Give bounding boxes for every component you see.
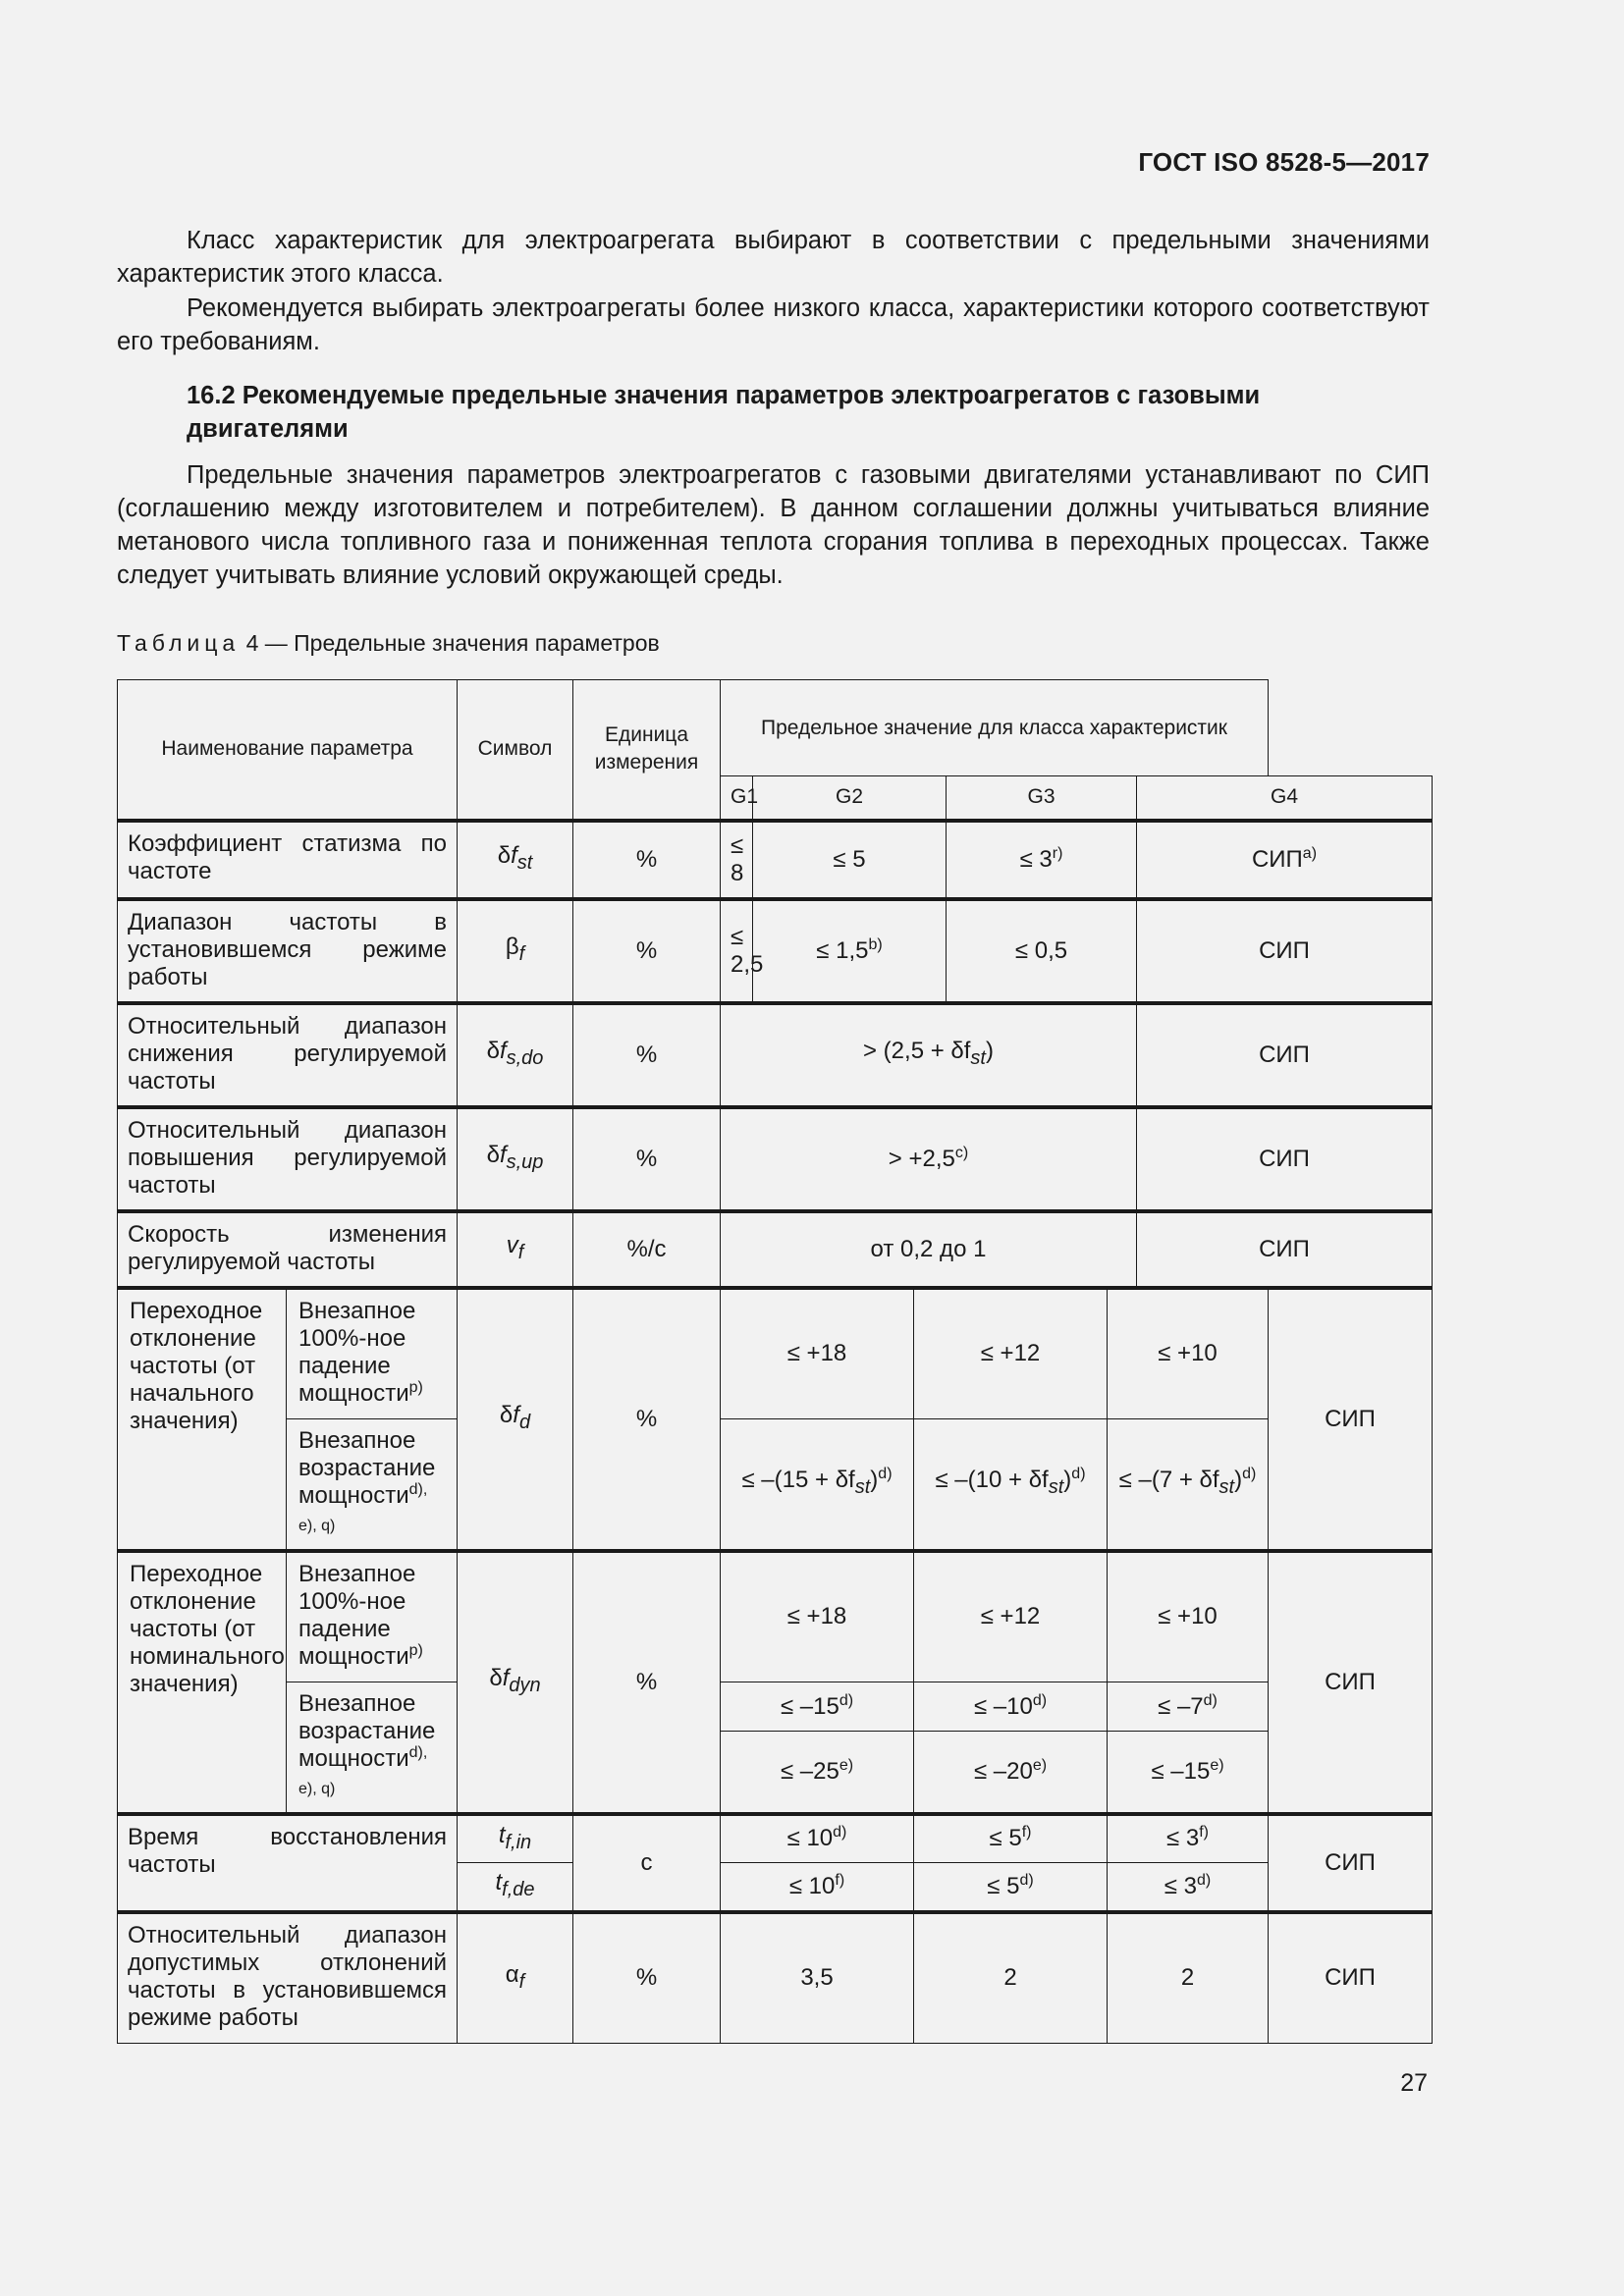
symbol-cell: $\delta f_{dyn}$ — [458, 1551, 573, 1814]
g3-value: ≤ $-7^{d)}$ — [1108, 1682, 1269, 1732]
symbol-cell: $t_{f,in}$ — [458, 1814, 573, 1863]
table-row — [118, 1551, 1433, 1682]
table-caption-text: 4 — Предельные значения параметров — [240, 630, 660, 656]
g1-value: ≤ $10^{d)}$ — [721, 1814, 914, 1863]
g2-value: ≤ 5 — [753, 821, 947, 899]
section-paragraph-1: Предельные значения параметров электроагрегатов с газовыми двигателями устанавливают по СИП (соглашению между изготовителем и потребителем). В данном соглашении должны учитываться влияние метанового числа топливного газа и пониженная теплота сгорания топлива в переходных процессах. Также следует учитывать влияние условий окружающей среды. — [117, 461, 1430, 589]
unit-cell: с — [573, 1814, 721, 1912]
g2-value: ≤ +12 — [914, 1288, 1108, 1419]
param-name: Относительный диапазон допустимых отклонений частоты в установившемся режиме работы — [118, 1912, 458, 2044]
sub-param-name: Внезапное 100%-ное падение мощности$^{p)}$ — [287, 1551, 458, 1682]
unit-cell: % — [573, 1107, 721, 1211]
parameters-table — [117, 679, 1433, 2044]
g4-value: СИП — [1269, 1551, 1433, 1814]
param-name: Диапазон частоты в установившемся режиме работы — [118, 899, 458, 1003]
g2-value: ≤ +12 — [914, 1551, 1108, 1682]
unit-cell: % — [573, 1003, 721, 1107]
symbol-cell: $\delta f_{s,do}$ — [458, 1003, 573, 1107]
g3-value: ≤ +10 — [1108, 1551, 1269, 1682]
g3-value: ≤ $3^{d)}$ — [1108, 1863, 1269, 1912]
table-row — [118, 1912, 1433, 2044]
table-row — [118, 1211, 1433, 1288]
unit-cell: % — [573, 1551, 721, 1814]
g2-value: ≤ $5^{d)}$ — [914, 1863, 1108, 1912]
g3-value: ≤ $-15^{e)}$ — [1108, 1732, 1269, 1814]
param-name: Коэффициент статизма по частоте — [118, 821, 458, 899]
g4-value: СИП — [1137, 899, 1433, 1003]
param-name: Переходное отклонение частоты (от номинального значения) — [118, 1551, 287, 1814]
unit-cell: % — [573, 1912, 721, 2044]
sub-param-name: Внезапное 100%-ное падение мощности$^{p)}$ — [287, 1288, 458, 1419]
g3-value: ≤ 0,5 — [947, 899, 1137, 1003]
g2-value: ≤ $-(10 + \delta f_{st})^{d)}$ — [914, 1419, 1108, 1551]
param-name: Переходное отклонение частоты (от начального значения) — [118, 1288, 287, 1551]
header-g1: G1 — [721, 776, 753, 821]
sub-param-name: Внезапное возрастание мощности$^{d),}$ e), q) — [287, 1419, 458, 1551]
param-name: Относительный диапазон повышения регулируемой частоты — [118, 1107, 458, 1211]
symbol-cell: $\delta f_d$ — [458, 1288, 573, 1551]
g4-value: СИП — [1269, 1814, 1433, 1912]
symbol-cell: $\delta f_{s,up}$ — [458, 1107, 573, 1211]
symbol-cell: $\beta_f$ — [458, 899, 573, 1003]
g4-value: СИП — [1137, 1211, 1433, 1288]
g1-value: ≤ 2,5 — [721, 899, 753, 1003]
header-g3: G3 — [947, 776, 1137, 821]
g4-value: СИП — [1269, 1288, 1433, 1551]
g1-value: ≤ $10^{f)}$ — [721, 1863, 914, 1912]
page-number: 27 — [1400, 2069, 1428, 2097]
table-row — [118, 1288, 1433, 1419]
table-row — [118, 1682, 1433, 1732]
g1-value: ≤ $-15^{d)}$ — [721, 1682, 914, 1732]
table-caption-label: Таблица — [117, 630, 241, 656]
g1-value: ≤ $-25^{e)}$ — [721, 1732, 914, 1814]
g3-value: ≤ $3^{f)}$ — [1108, 1814, 1269, 1863]
g4-value: СИП — [1269, 1912, 1433, 2044]
g2-value: 2 — [914, 1912, 1108, 2044]
header-g2: G2 — [753, 776, 947, 821]
g3-value: 2 — [1108, 1912, 1269, 2044]
unit-cell: % — [573, 1288, 721, 1551]
param-name: Скорость изменения регулируемой частоты — [118, 1211, 458, 1288]
g2-value: ≤ $-10^{d)}$ — [914, 1682, 1108, 1732]
g4-value: СИП — [1137, 1003, 1433, 1107]
header-g4: G4 — [1137, 776, 1433, 821]
symbol-cell: $\delta f_{st}$ — [458, 821, 573, 899]
g123-value: > $+2,5^{c)}$ — [721, 1107, 1137, 1211]
intro-paragraph-2: Рекомендуется выбирать электроагрегаты более низкого класса, характеристики которого соответствуют его требованиям. — [117, 294, 1430, 355]
g2-value: ≤ $5^{f)}$ — [914, 1814, 1108, 1863]
table-row — [118, 1003, 1433, 1107]
g3-value: ≤ $-(7 + \delta f_{st})^{d)}$ — [1108, 1419, 1269, 1551]
g1-value: ≤ $-(15 + \delta f_{st})^{d)}$ — [721, 1419, 914, 1551]
g2-value: ≤ $1,5^{b)}$ — [753, 899, 947, 1003]
sub-param-name: Внезапное возрастание мощности$^{d),}$ e), q) — [287, 1682, 458, 1814]
g4-value: СИП$^{a)}$ — [1137, 821, 1433, 899]
section-heading: 16.2 Рекомендуемые предельные значения параметров электроагрегатов с газовыми двигателями — [187, 382, 1261, 443]
g1-value: ≤ 8 — [721, 821, 753, 899]
header-limit: Предельное значение для класса характеристик — [721, 680, 1269, 776]
header-symbol: Символ — [458, 680, 573, 821]
header-param: Наименование параметра — [118, 680, 458, 821]
g1-value: ≤ +18 — [721, 1288, 914, 1419]
g4-value: СИП — [1137, 1107, 1433, 1211]
param-name: Относительный диапазон снижения регулируемой частоты — [118, 1003, 458, 1107]
table-row — [118, 1814, 1433, 1863]
symbol-cell: $v_f$ — [458, 1211, 573, 1288]
section-text — [117, 458, 1430, 592]
g3-value: ≤ $3^{r)}$ — [947, 821, 1137, 899]
intro-paragraph-1: Класс характеристик для электроагрегата выбирают в соответствии с предельными значениями характеристик этого класса. — [117, 227, 1430, 288]
g123-value: от 0,2 до 1 — [721, 1211, 1137, 1288]
table-row — [118, 1419, 1433, 1551]
g1-value: 3,5 — [721, 1912, 914, 2044]
intro-text — [117, 224, 1430, 358]
unit-cell: % — [573, 821, 721, 899]
symbol-cell: $\alpha_f$ — [458, 1912, 573, 2044]
unit-cell: % — [573, 899, 721, 1003]
g2-value: ≤ $-20^{e)}$ — [914, 1732, 1108, 1814]
symbol-cell: $t_{f,de}$ — [458, 1863, 573, 1912]
g123-value: > $(2,5 + \delta f_{st})$ — [721, 1003, 1137, 1107]
table-row — [118, 899, 1433, 1003]
document-id: ГОСТ ISO 8528-5—2017 — [1138, 147, 1430, 177]
table-row — [118, 1107, 1433, 1211]
g1-value: ≤ +18 — [721, 1551, 914, 1682]
unit-cell: %/с — [573, 1211, 721, 1288]
header-unit: Единица измерения — [573, 680, 721, 821]
param-name: Время восстановления частоты — [118, 1814, 458, 1912]
table-row — [118, 821, 1433, 899]
g3-value: ≤ +10 — [1108, 1288, 1269, 1419]
table-caption — [117, 630, 660, 657]
